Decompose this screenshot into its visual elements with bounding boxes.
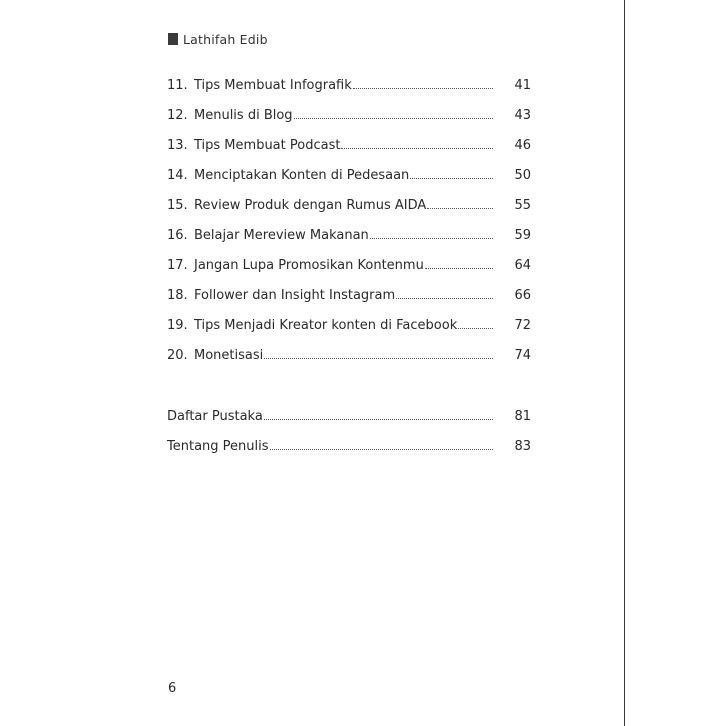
toc-entry-page: 46	[514, 138, 531, 153]
toc-entry-17	[167, 255, 531, 273]
toc-entry-number: 19.	[167, 318, 188, 333]
toc-entry-page: 55	[514, 198, 531, 213]
toc-entry-page: 72	[514, 318, 531, 333]
toc-leader-dots	[396, 297, 493, 299]
toc-leader-dots	[294, 117, 493, 119]
toc-entry-13	[167, 135, 531, 153]
toc-entry-number: 11.	[167, 78, 188, 93]
toc-entry-title: Follower dan Insight Instagram	[194, 288, 396, 303]
toc-entry-page: 43	[514, 108, 531, 123]
toc-leader-dots	[264, 418, 493, 420]
toc-entry-title: Review Produk dengan Rumus AIDA	[194, 198, 427, 213]
page-number: 6	[168, 681, 177, 696]
toc-entry-title: Tips Membuat Podcast	[194, 138, 341, 153]
toc-entry-14	[167, 165, 531, 183]
toc-leader-dots	[264, 357, 493, 359]
toc-leader-dots	[458, 327, 493, 329]
toc-entry-number: 17.	[167, 258, 188, 273]
toc-entry-15	[167, 195, 531, 213]
toc-entry-tentang-penulis	[167, 436, 531, 454]
page-edge-rule	[624, 0, 625, 726]
toc-leader-dots	[341, 147, 493, 149]
toc-leader-dots	[427, 207, 493, 209]
toc-entry-title: Tips Menjadi Kreator konten di Facebook	[194, 318, 458, 333]
toc-entry-number: 13.	[167, 138, 188, 153]
toc-entry-page: 59	[514, 228, 531, 243]
toc-entry-19	[167, 315, 531, 333]
toc-entry-16	[167, 225, 531, 243]
toc-leader-dots	[353, 87, 493, 89]
toc-entry-number: 15.	[167, 198, 188, 213]
toc-leader-dots	[425, 267, 493, 269]
toc-entry-daftar-pustaka	[167, 406, 531, 424]
toc-leader-dots	[270, 448, 493, 450]
toc-entry-title: Menciptakan Konten di Pedesaan	[194, 168, 410, 183]
toc-leader-dots	[370, 237, 493, 239]
author-name: Lathifah Edib	[183, 31, 268, 47]
toc-entry-number: 16.	[167, 228, 188, 243]
toc-entry-number: 20.	[167, 348, 188, 363]
toc-entry-page: 64	[514, 258, 531, 273]
toc-entry-number: 18.	[167, 288, 188, 303]
toc-entry-title: Belajar Mereview Makanan	[194, 228, 369, 243]
toc-entry-20	[167, 345, 531, 363]
toc-entry-page: 74	[514, 348, 531, 363]
toc-entry-title: Tips Membuat Infografik	[194, 78, 352, 93]
toc-entry-11	[167, 75, 531, 93]
toc-entry-number: 14.	[167, 168, 188, 183]
toc-entry-title: Menulis di Blog	[194, 108, 293, 123]
toc-entry-title: Tentang Penulis	[167, 439, 269, 454]
toc-leader-dots	[410, 177, 493, 179]
toc-entry-number: 12.	[167, 108, 188, 123]
toc-entry-title: Daftar Pustaka	[167, 409, 263, 424]
toc-entry-12	[167, 105, 531, 123]
toc-entry-page: 81	[514, 409, 531, 424]
toc-entry-page: 41	[514, 78, 531, 93]
running-head	[168, 31, 268, 47]
toc-entry-title: Jangan Lupa Promosikan Kontenmu	[194, 258, 424, 273]
toc-entry-title: Monetisasi	[194, 348, 264, 363]
toc-entry-18	[167, 285, 531, 303]
toc-entry-page: 83	[514, 439, 531, 454]
toc-entry-page: 66	[514, 288, 531, 303]
header-square-icon	[168, 33, 178, 45]
toc-entry-page: 50	[514, 168, 531, 183]
